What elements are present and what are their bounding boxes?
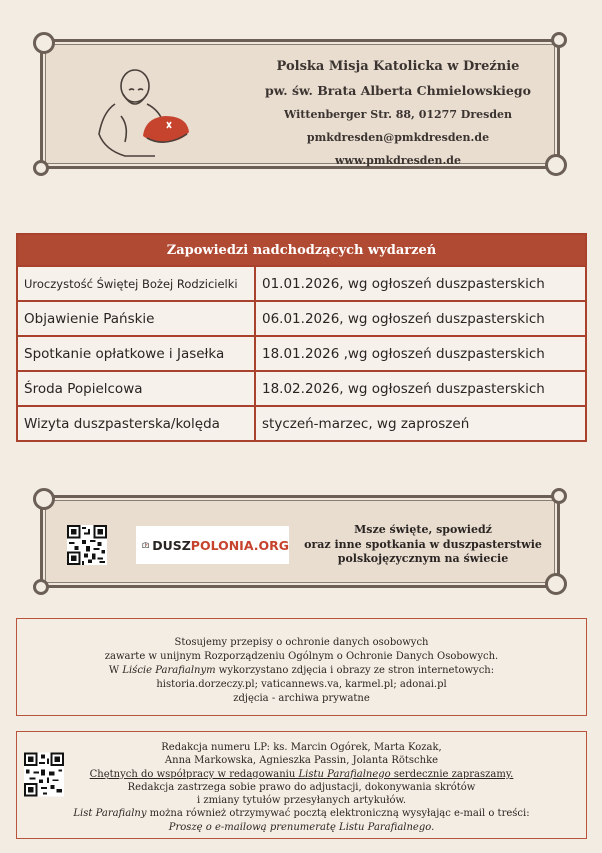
- header-banner: [40, 39, 560, 169]
- parish-name: Polska Misja Katolicka w Dreźnie: [276, 59, 520, 74]
- event-name: Uroczystość Świętej Bożej Rodzicielki: [17, 266, 255, 301]
- event-date: 01.01.2026, wg ogłoszeń duszpasterskich: [255, 266, 586, 301]
- table-row: [17, 266, 586, 301]
- table-row: [17, 406, 586, 441]
- duszpolonia-banner: [40, 495, 560, 588]
- parish-website[interactable]: www.pmkdresden.de: [335, 154, 461, 167]
- parish-patron: pw. św. Brata Alberta Chmielowskiego: [265, 83, 531, 98]
- event-name: Środa Popielcowa: [17, 371, 255, 406]
- qr-code-icon[interactable]: [67, 525, 107, 565]
- privacy-notice: [16, 618, 587, 716]
- table-row: [17, 301, 586, 336]
- event-name: Wizyta duszpasterska/kolęda: [17, 406, 255, 441]
- parish-address: Wittenberger Str. 88, 01277 Dresden: [283, 108, 513, 121]
- banner-corner: [33, 579, 49, 595]
- saint-albert-logo-icon: [85, 64, 205, 164]
- caption-line: polskojęzycznym na świecie: [337, 552, 509, 565]
- credits-line: Redakcja numeru LP: ks. Marcin Ogórek, Marta Kozak,: [161, 742, 442, 753]
- editorial-credits: [16, 731, 587, 839]
- credits-line: Redakcja zastrzega sobie prawo do adjustacji, dokonywania skrótów: [127, 781, 476, 793]
- credits-invitation: Chętnych do współpracy w redagowaniu Listu Parafialnego serdecznie zapraszamy.: [89, 768, 514, 780]
- event-date: 06.01.2026, wg ogłoszeń duszpasterskich: [255, 301, 586, 336]
- events-title: Zapowiedzi nadchodzących wydarzeń: [17, 234, 586, 266]
- privacy-sources: historia.dorzeczy.pl; vaticannews.va, karmel.pl; adonai.pl: [156, 679, 447, 690]
- table-row: [17, 336, 586, 371]
- credits-line: Anna Markowska, Agnieszka Passin, Jolanta Rötschke: [164, 755, 439, 767]
- credits-subscription-text: Proszę o e-mailową prenumeratę Listu Parafialnego.: [168, 821, 435, 833]
- privacy-line: zdjęcia - archiwa prywatne: [233, 693, 370, 704]
- privacy-line: zawarte w unijnym Rozporządzeniu Ogólnym o Ochronie Danych Osobowych.: [104, 651, 499, 662]
- banner-corner: [551, 32, 567, 48]
- promo-caption: [298, 523, 548, 567]
- logo-text-polonia: POLONIA.ORG: [190, 537, 289, 553]
- table-row: [17, 371, 586, 406]
- credits-line: i zmiany tytułów przesyłanych artykułów.: [196, 795, 407, 807]
- banner-corner: [551, 488, 567, 504]
- event-name: Objawienie Pańskie: [17, 301, 255, 336]
- logo-text-dusz: DUSZ: [152, 537, 191, 553]
- banner-corner: [33, 160, 49, 176]
- caption-line: oraz inne spotkania w duszpasterstwie: [304, 537, 542, 551]
- privacy-line: Stosujemy przepisy o ochronie danych osobowych: [174, 637, 429, 648]
- events-table: [16, 233, 587, 442]
- credits-line: List Parafialny można również otrzymywać pocztą elektroniczną wysyłając e-mail o treści:: [73, 808, 530, 820]
- caption-line: Msze święte, spowiedź: [354, 523, 492, 536]
- duszpolonia-logo[interactable]: [136, 526, 289, 564]
- event-date: 18.02.2026, wg ogłoszeń duszpasterskich: [255, 371, 586, 406]
- parish-email[interactable]: pmkdresden@pmkdresden.de: [306, 131, 490, 144]
- event-date: 18.01.2026 ,wg ogłoszeń duszpasterskich: [255, 336, 586, 371]
- event-name: Spotkanie opłatkowe i Jasełka: [17, 336, 255, 371]
- event-date: styczeń-marzec, wg zaproszeń: [255, 406, 586, 441]
- church-book-icon: [142, 536, 149, 554]
- privacy-line: W Liście Parafialnym wykorzystano zdjęcia i obrazy ze stron internetowych:: [108, 665, 495, 676]
